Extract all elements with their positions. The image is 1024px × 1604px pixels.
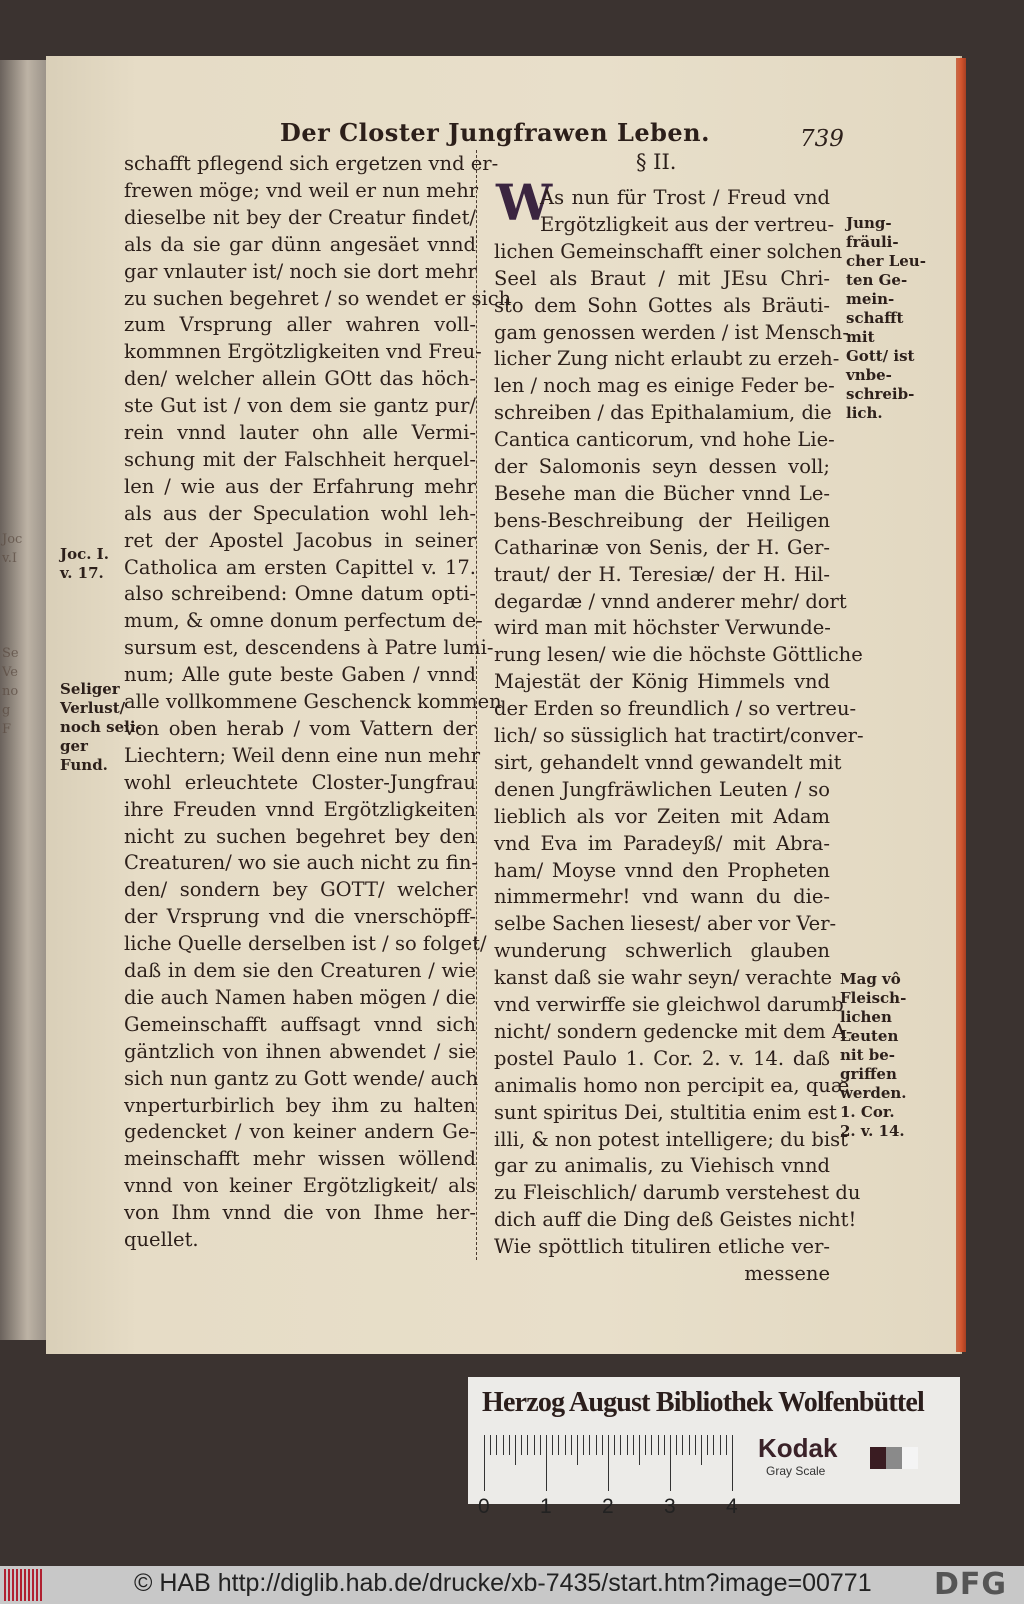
text-line: schreiben / das Epithalamium, die — [494, 401, 832, 425]
text-line: postel Paulo 1. Cor. 2. v. 14. daß — [494, 1046, 830, 1070]
text-line: rein vnnd lauter ohn alle Vermi- — [124, 421, 476, 444]
ruler-tick — [726, 1435, 727, 1455]
ruler-tick — [689, 1435, 690, 1455]
text-line: zu Fleischlich/ darumb verstehest du — [494, 1181, 861, 1205]
section-heading: § II. — [636, 150, 677, 174]
text-line: kommnen Ergötzligkeiten vnd Freu- — [124, 340, 482, 364]
ruler-tick — [503, 1435, 504, 1455]
ruler-tick — [720, 1435, 721, 1455]
ruler-tick — [565, 1435, 566, 1455]
copyright-link[interactable]: © HAB http://diglib.hab.de/drucke/xb-7435/start.htm?image=00771 — [134, 1569, 872, 1597]
ruler-number: 4 — [726, 1495, 738, 1518]
text-line: Creaturen/ wo sie auch nicht zu fin- — [124, 851, 478, 875]
library-name: Herzog August Bibliothek Wolfenbüttel — [482, 1387, 925, 1418]
text-line: degardæ / vnnd anderer mehr/ dort — [494, 589, 847, 613]
text-line: von oben herab / vom Vattern der — [124, 716, 476, 740]
text-line: zu suchen begehret / so wendet er sich — [124, 286, 512, 310]
ruler-tick — [589, 1435, 590, 1455]
text-line: nimmermehr! vnd wann du die- — [494, 885, 830, 909]
text-line: As nun für Trost / Freud vnd — [540, 186, 830, 209]
facing-page-text: Joc v.I Se Ve no g F — [2, 532, 23, 737]
ruler-tick — [534, 1435, 535, 1455]
ruler-tick — [515, 1435, 516, 1465]
ruler-tick — [490, 1435, 491, 1455]
text-line: selbe Sachen liesest/ aber vor Ver- — [494, 912, 837, 936]
ruler-tick — [596, 1435, 597, 1455]
ruler-tick — [713, 1435, 714, 1455]
text-line: len / noch mag es einige Feder be- — [494, 374, 835, 398]
ruler-tick — [546, 1435, 547, 1491]
drop-cap: W — [496, 173, 553, 232]
text-line: gedencket / von keiner andern Ge- — [124, 1120, 476, 1144]
text-line: nicht zu suchen begehret bey den — [124, 824, 476, 848]
text-line: als da sie gar dünn angesäet vnnd — [124, 232, 476, 256]
text-line: von Ihm vnnd die von Ihme her- — [124, 1201, 476, 1225]
text-line: traut/ der H. Teresiæ/ der H. Hil- — [494, 562, 830, 586]
text-line: der Vrsprung vnd die vnerschöpff- — [124, 905, 476, 929]
text-line: Gemeinschafft auffsagt vnnd sich — [124, 1012, 476, 1036]
text-line: sto dem Sohn Gottes als Bräuti- — [494, 293, 830, 317]
ruler-tick — [676, 1435, 677, 1455]
text-line: kanst daß sie wahr seyn/ verachte — [494, 966, 833, 990]
text-line: dich auff die Ding deß Geistes nicht! — [494, 1208, 857, 1232]
ruler-tick — [558, 1435, 559, 1455]
text-line: lich/ so süssiglich hat tractirt/conver- — [494, 724, 864, 747]
text-line: lichen Gemeinschafft einer solchen — [494, 239, 843, 263]
text-line: Catharinæ von Senis, der H. Ger- — [494, 535, 830, 559]
text-line: ihre Freuden vnnd Ergötzligkeiten — [124, 797, 476, 821]
facing-page-edge — [0, 60, 46, 1340]
text-line: den/ welcher allein GOtt das höch- — [124, 367, 476, 391]
text-line: vnd verwirffe sie gleichwol darumb — [494, 993, 844, 1016]
text-line: wird man mit höchster Verwunde- — [494, 616, 831, 640]
text-line: Wie spöttlich tituliren etliche ver- — [494, 1235, 830, 1259]
ruler-tick — [540, 1435, 541, 1455]
text-line: schung mit der Falschheit herquel- — [124, 447, 476, 471]
ruler-tick — [645, 1435, 646, 1455]
text-line: gar zu animalis, zu Viehisch vnnd — [494, 1154, 830, 1178]
color-calibration-card — [468, 1377, 960, 1518]
ruler-tick — [577, 1435, 578, 1465]
text-line: als aus der Speculation wohl leh- — [124, 501, 476, 525]
ruler-tick — [627, 1435, 628, 1455]
text-line: liche Quelle derselben ist / so folget/ — [124, 932, 487, 956]
text-line: Liechtern; Weil denn eine nun mehr — [124, 743, 481, 767]
text-line: len / wie aus der Erfahrung mehr — [124, 474, 476, 498]
dfg-logo: DFG — [934, 1567, 1008, 1602]
text-line: der Salomonis seyn dessen voll; — [494, 455, 830, 478]
text-line: Majestät der König Himmels vnd — [494, 670, 830, 694]
gray-scale-label: Gray Scale — [766, 1464, 826, 1478]
ruler-tick — [571, 1435, 572, 1455]
ruler-number: 1 — [540, 1495, 552, 1518]
text-line: bens-Beschreibung der Heiligen — [494, 508, 830, 532]
text-line: den/ sondern bey GOTT/ welcher — [124, 878, 476, 902]
text-line: vnnd von keiner Ergötzligkeit/ als — [124, 1174, 476, 1198]
page-number: 739 — [800, 126, 844, 152]
text-line: gar vnlauter ist/ noch sie dort mehr — [124, 259, 477, 283]
ruler-tick — [620, 1435, 621, 1455]
text-line: Cantica canticorum, vnd hohe Lie- — [494, 428, 835, 452]
text-line: dieselbe nit bey der Creatur findet/ — [124, 205, 476, 229]
text-line: Catholica am ersten Capittel v. 17. — [124, 555, 476, 579]
ruler-tick — [633, 1435, 634, 1455]
ruler-tick — [509, 1435, 510, 1455]
text-line: frewen möge; vnd weil er nun mehr — [124, 178, 479, 202]
ruler-tick — [695, 1435, 696, 1455]
text-line: animalis homo non percipit ea, quæ — [494, 1073, 850, 1097]
text-line: Besehe man die Bücher vnnd Le- — [494, 481, 830, 505]
ruler-tick — [682, 1435, 683, 1455]
ruler — [478, 1435, 738, 1518]
margin-note-left: Joc. I. v. 17. — [60, 545, 109, 582]
text-line: quellet. — [124, 1228, 199, 1251]
ruler-tick — [583, 1435, 584, 1455]
gray-patch — [902, 1447, 918, 1469]
ruler-tick — [701, 1435, 702, 1465]
text-line: daß in dem sie den Creaturen / wie — [124, 959, 476, 982]
text-line: num; Alle gute beste Gaben / vnnd — [124, 663, 476, 687]
ruler-tick — [527, 1435, 528, 1455]
text-line: ham/ Moyse vnnd den Propheten — [494, 858, 830, 882]
gray-patch — [886, 1447, 902, 1469]
text-line: vnperturbirlich bey ihm zu halten — [124, 1093, 476, 1117]
text-line: Ergötzligkeit aus der vertreu- — [540, 212, 835, 236]
ruler-tick — [521, 1435, 522, 1455]
text-line: meinschafft mehr wissen wöllend — [124, 1147, 476, 1171]
ruler-tick — [602, 1435, 603, 1455]
text-line: vnd Eva im Paradeyß/ mit Abra- — [494, 831, 830, 855]
ruler-number: 0 — [478, 1495, 490, 1518]
text-line: ret der Apostel Jacobus in seiner — [124, 528, 476, 552]
text-line: sunt spiritus Dei, stultitia enim est — [494, 1100, 837, 1124]
text-line: sursum est, descendens à Patre lumi- — [124, 636, 494, 660]
text-line: licher Zung nicht erlaubt zu erzeh- — [494, 347, 840, 371]
ruler-tick — [552, 1435, 553, 1455]
ruler-tick — [664, 1435, 665, 1455]
text-line: messene — [744, 1262, 830, 1285]
text-line: wohl erleuchtete Closter-Jungfrau — [124, 770, 476, 794]
text-line: sich nun gantz zu Gott wende/ auch — [124, 1066, 479, 1090]
margin-note-right: Jung- fräuli- cher Leu- ten Ge- mein- schafft mit Gott/ ist vnbe- schreib- lich. — [846, 214, 926, 422]
text-line: also schreibend: Omne datum opti- — [124, 582, 476, 606]
text-line: schafft pflegend sich ergetzen vnd er- — [124, 152, 499, 175]
text-line: lieblich als vor Zeiten mit Adam — [494, 804, 830, 828]
text-line: zum Vrsprung aller wahren voll- — [124, 313, 476, 337]
text-line: gäntzlich von ihnen abwendet / sie — [124, 1039, 476, 1063]
running-head: Der Closter Jungfrawen Leben. — [280, 118, 710, 147]
kodak-logo: Kodak — [758, 1433, 838, 1463]
ruler-tick — [670, 1435, 671, 1491]
text-line: denen Jungfräwlichen Leuten / so — [494, 777, 830, 801]
ruler-tick — [658, 1435, 659, 1455]
gray-patch — [870, 1447, 886, 1469]
text-line: ste Gut ist / von dem sie gantz pur/ — [124, 394, 476, 418]
margin-note-left: Seliger Verlust/ noch seli- ger Fund. — [60, 680, 142, 774]
ruler-number: 2 — [602, 1495, 614, 1518]
text-line: nicht/ sondern gedencke mit dem A- — [494, 1019, 853, 1043]
ruler-tick — [484, 1435, 485, 1491]
ruler-tick — [732, 1435, 733, 1491]
footer-bar — [0, 1566, 1024, 1604]
ruler-tick — [651, 1435, 652, 1455]
text-line: gam genossen werden / ist Mensch- — [494, 320, 849, 344]
ruler-tick — [707, 1435, 708, 1455]
text-line: alle vollkommene Geschenck kommen — [124, 690, 502, 713]
ruler-number: 3 — [664, 1495, 676, 1518]
hab-logo-icon — [4, 1569, 44, 1601]
text-line: mum, & omne donum perfectum de- — [124, 609, 483, 633]
text-line: der Erden so freundlich / so vertreu- — [494, 697, 857, 721]
ruler-tick — [614, 1435, 615, 1455]
text-line: rung lesen/ wie die höchste Göttliche — [494, 643, 863, 667]
text-line: illi, & non potest intelligere; du bist — [494, 1127, 848, 1151]
ruler-tick — [608, 1435, 609, 1491]
ruler-tick — [639, 1435, 640, 1465]
text-line: sirt, gehandelt vnnd gewandelt mit — [494, 750, 842, 774]
page-edge — [956, 58, 966, 1352]
text-line: die auch Namen haben mögen / die — [124, 985, 476, 1009]
text-line: Seel als Braut / mit JEsu Chri- — [494, 266, 830, 290]
margin-note-right: Mag vô Fleisch- lichen Leuten nit be- griffen werden. 1. Cor. 2. v. 14. — [840, 970, 907, 1140]
text-line: wunderung schwerlich glauben — [494, 939, 830, 963]
ruler-tick — [496, 1435, 497, 1455]
